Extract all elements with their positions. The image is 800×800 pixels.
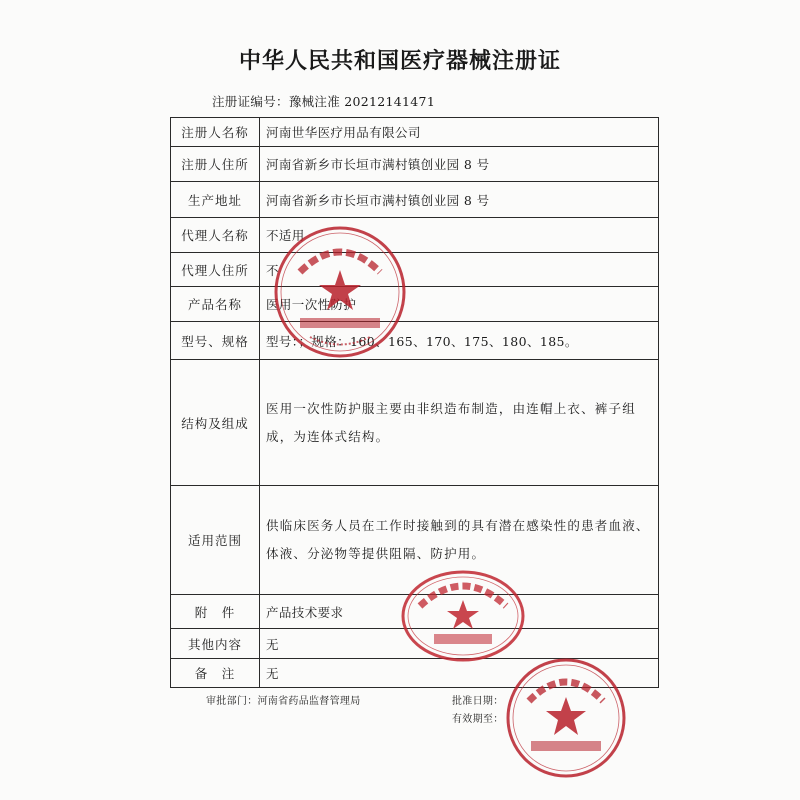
issuing-department: [206, 692, 361, 707]
registration-number-value: 豫械注准 20212141471: [288, 94, 436, 109]
field-label: 备 注: [171, 659, 260, 688]
field-value: 不: [260, 253, 659, 287]
field-label: 适用范围: [171, 486, 260, 595]
validity-date-label: 有效期至：: [452, 714, 504, 725]
field-value: 不适用: [260, 218, 659, 253]
field-value: 供临床医务人员在工作时接触到的具有潜在感染性的患者血液、体液、分泌物等提供阻隔、防护用。: [260, 486, 659, 595]
table-row: [171, 360, 659, 486]
approval-date: [452, 692, 504, 707]
field-value: 河南省新乡市长垣市满村镇创业园 8 号: [260, 182, 659, 218]
field-label: 结构及组成: [171, 360, 260, 486]
field-label: 生产地址: [171, 182, 260, 218]
table-row: [171, 322, 659, 360]
field-label: 附 件: [171, 595, 260, 629]
field-value: 河南世华医疗用品有限公司: [260, 118, 659, 147]
field-value: 医用一次性防护服主要由非织造布制造，由连帽上衣、裤子组成，为连体式结构。: [260, 360, 659, 486]
table-row: [171, 147, 659, 182]
table-row: [171, 118, 659, 147]
registration-number: [212, 92, 435, 110]
field-label: 注册人住所: [171, 147, 260, 182]
issuing-department-value: 河南省药品监督管理局: [257, 696, 361, 707]
table-row: [171, 253, 659, 287]
field-label: 产品名称: [171, 287, 260, 322]
document-title: 中华人民共和国医疗器械注册证: [238, 49, 561, 74]
field-label: 注册人名称: [171, 118, 260, 147]
approval-date-label: 批准日期：: [452, 696, 504, 707]
field-value: 产品技术要求: [260, 595, 659, 629]
drug-administration-seal-icon: [270, 222, 410, 362]
registration-number-label: 注册证编号：: [212, 94, 289, 109]
field-label: 代理人名称: [171, 218, 260, 253]
field-label: 型号、规格: [171, 322, 260, 360]
field-value: 河南省新乡市长垣市满村镇创业园 8 号: [260, 147, 659, 182]
company-certificate-seal-icon: [398, 566, 528, 666]
table-row: [171, 182, 659, 218]
field-label: 代理人住所: [171, 253, 260, 287]
table-row: [171, 218, 659, 253]
field-value: 无: [260, 659, 659, 688]
issuing-department-label: 审批部门：: [206, 696, 258, 707]
approval-seal-icon: [503, 655, 629, 781]
table-row: [171, 287, 659, 322]
validity-date: [452, 710, 504, 725]
field-value: 医用一次性防护: [260, 287, 659, 322]
field-label: 其他内容: [171, 629, 260, 659]
field-value: 型号：；规格：160、165、170、175、180、185。: [260, 322, 659, 360]
field-value: 无: [260, 629, 659, 659]
